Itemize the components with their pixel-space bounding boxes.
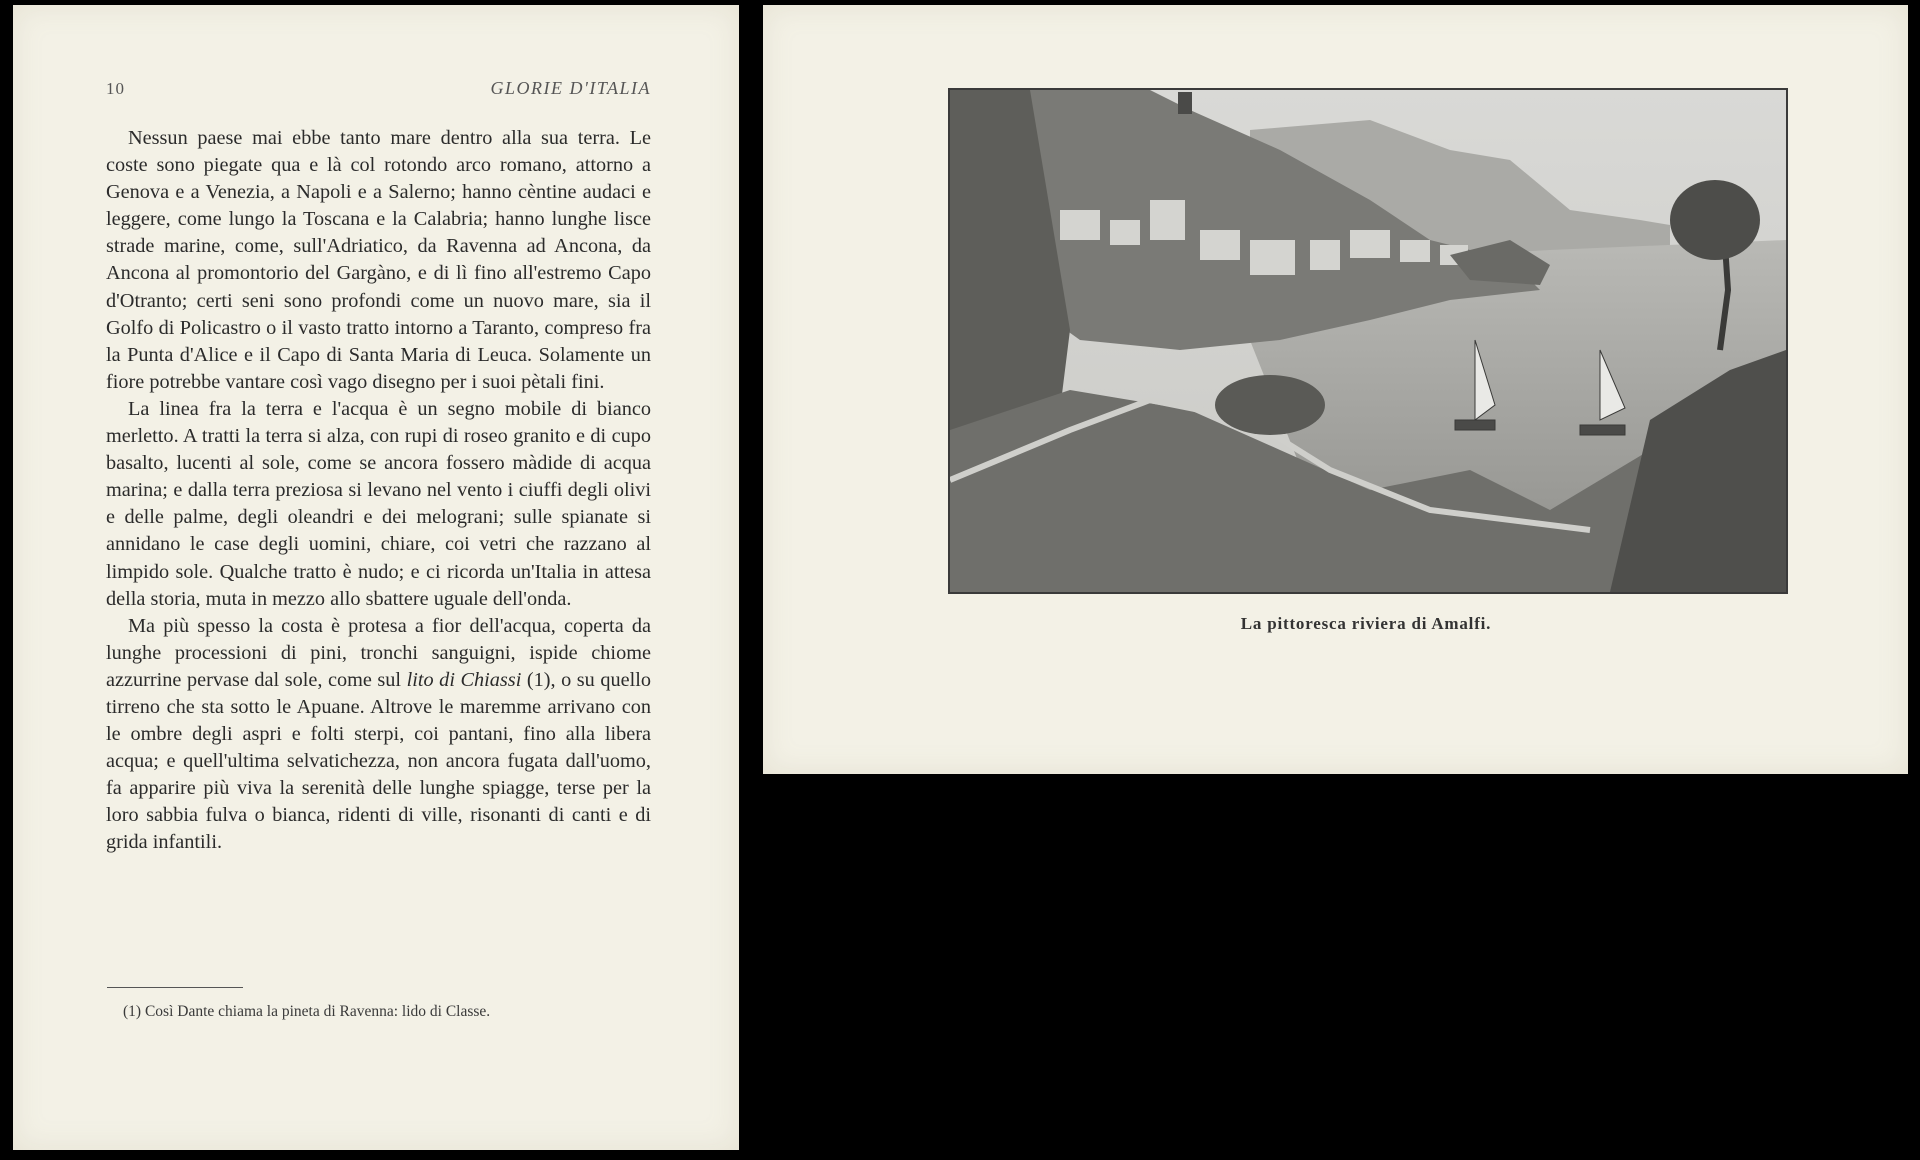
paragraph-1: Nessun paese mai ebbe tanto mare dentro alla sua terra. Le coste sono piegate qua e là col rotondo arco romano, attorno a Genova e a Venezia, a Napoli e a Salerno; hanno cèntine audaci e leggere, come lungo la Toscana e la Calabria; hanno lunghe lisce strade marine, come, sull'Adriatico, da Ravenna ad Ancona, da Ancona al promontorio del Gargàno, e di lì fino all'estremo Capo d'Otranto; certi seni sono profondi come un nuovo mare, sia il Golfo di Policastro o il vasto tratto intorno a Taranto, compreso fra la Punta d'Alice e il Capo di Santa Maria di Leuca. Solamente un fiore potrebbe vantare così vago disegno per i suoi pètali fini. [106, 127, 651, 393]
paragraph-3-end: (1), o su quello tirreno che sta sotto le Apuane. Altrove le maremme arrivano con le ombre degli aspri e folti sterpi, coi pantani, fino alla libera acqua; e quell'ultima selvatichezza, non ancora fugata dall'uomo, fa apparire più viva la serenità delle lunghe spiagge, terse per la loro sabbia fulva o bianca, ridenti di ville, risonanti di canti e di grida infantili. [106, 668, 652, 854]
left-page [13, 5, 739, 1150]
footnote-rule [107, 987, 243, 988]
running-head [106, 78, 651, 99]
italic-reference: lito di Chiassi [406, 668, 522, 691]
body-text [106, 125, 651, 857]
page-number: 10 [106, 79, 125, 98]
photo-caption: La pittoresca riviera di Amalfi. [1240, 614, 1492, 633]
sea-rock [1215, 375, 1325, 435]
paragraph-3 [106, 613, 651, 857]
right-page [763, 5, 1908, 774]
tree-canopy [1670, 180, 1760, 260]
paragraph-3-start: Ma più spesso la costa è protesa a fior dell'acqua, coperta da lunghe processioni di pini, tronchi sanguigni, ispide chiome azzurrine pervase dal sole, come sul [106, 614, 651, 691]
photo-illustration [950, 90, 1786, 592]
footnote: (1) Così Dante chiama la pineta di Ravenna: lido di Classe. [123, 1003, 491, 1020]
paragraph-2: La linea fra la terra e l'acqua è un segno mobile di bianco merletto. A tratti la terra si alza, con rupi di roseo granito e di cupo basalto, lucenti al sole, come se ancora fossero màdide di acqua marina; e dalla terra preziosa si levano nel vento i ciuffi degli olivi e delle palme, degli oleandri e dei melograni; sulle spianate si annidano le case degli uomini, chiare, coi vetri che razzano al limpido sole. Qualche tratto è nudo; e ci ricorda un'Italia in attesa della storia, muta in mezzo allo sbattere uguale dell'onda. [106, 397, 651, 610]
running-title: GLORIE D'ITALIA [490, 78, 651, 98]
amalfi-photograph [948, 88, 1788, 594]
watchtower [1178, 92, 1192, 114]
